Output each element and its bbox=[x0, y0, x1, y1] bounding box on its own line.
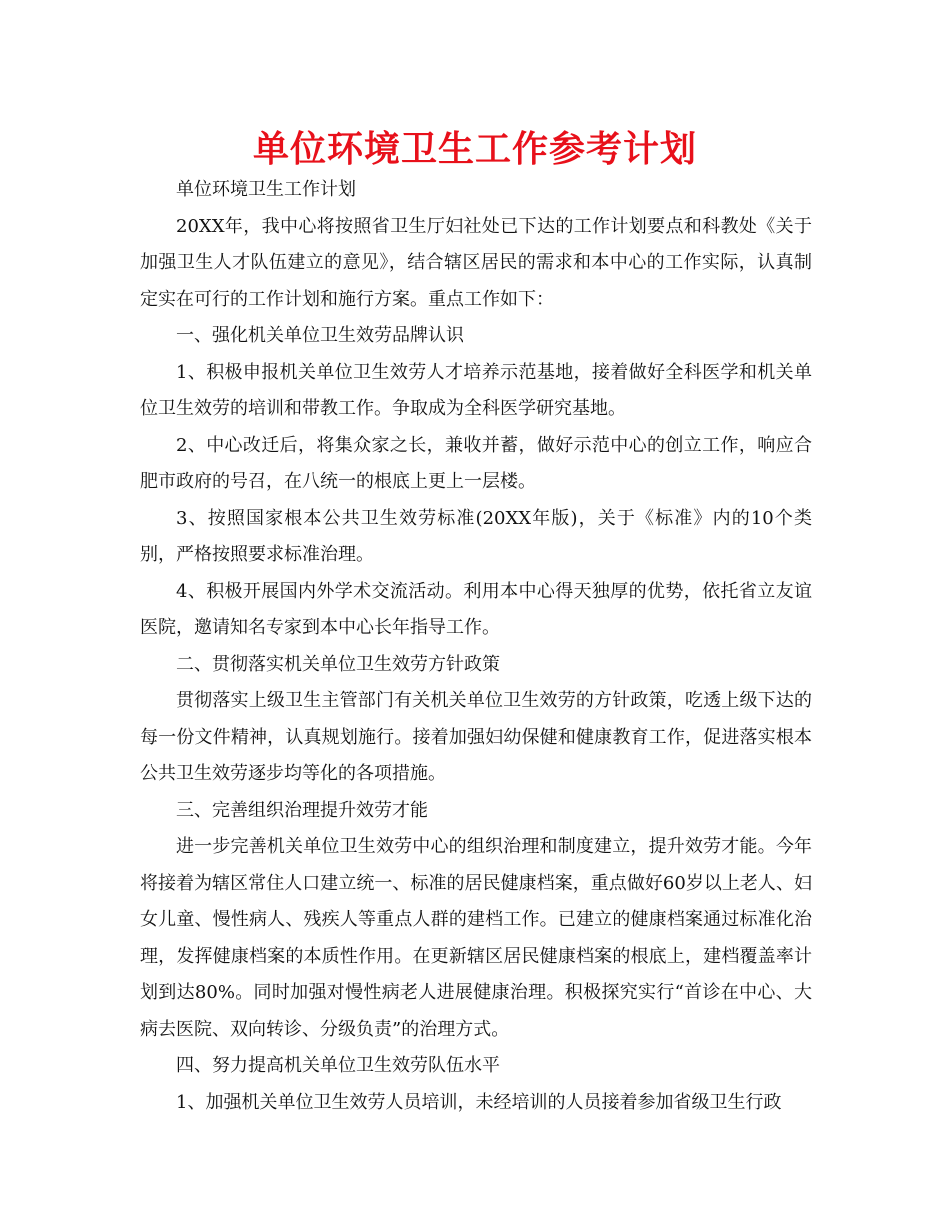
document-body bbox=[140, 172, 812, 1121]
section-1-item-3: 3、按照国家根本公共卫生效劳标准(20XX年版)，关于《标准》内的10个类别，严格按照要求标准治理。 bbox=[140, 507, 812, 565]
section-1-item-4: 4、积极开展国内外学术交流活动。利用本中心得天独厚的优势，依托省立友谊医院，邀请知名专家到本中心长年指导工作。 bbox=[140, 580, 812, 638]
section-4-item-1: 1、加强机关单位卫生效劳人员培训，未经培训的人员接着参加省级卫生行政 bbox=[176, 1091, 782, 1113]
section-3-paragraph: 进一步完善机关单位卫生效劳中心的组织治理和制度建立，提升效劳才能。今年将接着为辖区常住人口建立统一、标准的居民健康档案，重点做好60岁以上老人、妇女儿童、慢性病人、残疾人等重点人群的建档工作。已建立的健康档案通过标准化治理，发挥健康档案的本质性作用。在更新辖区居民健康档案的根底上，建档覆盖率计划到达80%。同时加强对慢性病老人进展健康治理。积极探究实行“首诊在中心、大病去医院、双向转诊、分级负责”的治理方式。 bbox=[140, 836, 812, 1040]
section-heading-4: 四、努力提高机关单位卫生效劳队伍水平 bbox=[176, 1055, 500, 1076]
section-2-paragraph: 贯彻落实上级卫生主管部门有关机关单位卫生效劳的方针政策，吃透上级下达的每一份文件精神，认真规划施行。接着加强妇幼保健和健康教育工作，促进落实根本公共卫生效劳逐步均等化的各项措施。 bbox=[140, 690, 812, 784]
intro-paragraph: 20XX年，我中心将按照省卫生厅妇社处已下达的工作计划要点和科教处《关于加强卫生人才队伍建立的意见》，结合辖区居民的需求和本中心的工作实际，认真制定实在可行的工作计划和施行方案。重点工作如下： bbox=[140, 215, 812, 310]
section-1-item-1: 1、积极申报机关单位卫生效劳人才培养示范基地，接着做好全科医学和机关单位卫生效劳的培训和带教工作。争取成为全科医学研究基地。 bbox=[140, 361, 812, 419]
document-title: 单位环境卫生工作参考计划 bbox=[252, 129, 697, 170]
section-heading-1: 一、强化机关单位卫生效劳品牌认识 bbox=[176, 325, 464, 346]
section-heading-3: 三、完善组织治理提升效劳才能 bbox=[176, 799, 428, 821]
subtitle-paragraph: 单位环境卫生工作计划 bbox=[176, 179, 356, 200]
section-1-item-2: 2、中心改迁后，将集众家之长，兼收并蓄，做好示范中心的创立工作，响应合肥市政府的号召，在八统一的根底上更上一层楼。 bbox=[140, 434, 812, 492]
section-heading-2: 二、贯彻落实机关单位卫生效劳方针政策 bbox=[176, 653, 500, 675]
